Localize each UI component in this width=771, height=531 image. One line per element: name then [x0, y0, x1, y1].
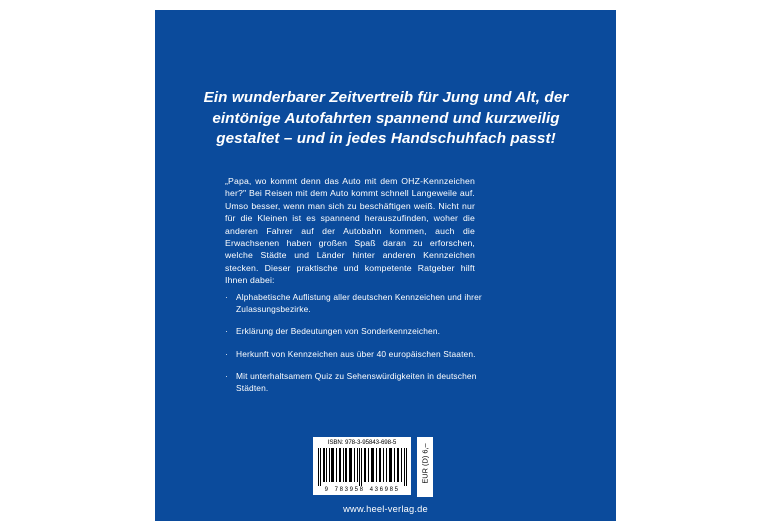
list-item-label: Erklärung der Bedeutungen von Sonderkennzeichen.	[236, 326, 441, 337]
bullet-dot-icon: ·	[225, 370, 228, 381]
barcode-icon	[316, 448, 408, 486]
isbn-label: ISBN: 978-3-95843-698-5	[327, 439, 397, 446]
book-back-cover	[155, 10, 616, 521]
cover-headline: Ein wunderbarer Zeitvertreib für Jung und Alt, der eintönige Autofahrten spannend und kurzweilig gestaltet – und in jedes Handschuhfach passt!	[203, 89, 569, 147]
bullet-dot-icon: ·	[225, 326, 228, 337]
publisher-website: www.heel-verlag.de	[343, 504, 428, 514]
price-box	[417, 437, 433, 497]
list-item-label: Mit unterhaltsamem Quiz zu Sehenswürdigkeiten in deutschen Städten.	[236, 370, 477, 394]
list-item	[225, 291, 485, 315]
bullet-dot-icon: ·	[225, 348, 228, 359]
cover-bullet-list	[225, 291, 485, 404]
list-item	[225, 325, 485, 337]
list-item-label: Herkunft von Kennzeichen aus über 40 europäischen Staaten.	[236, 348, 476, 359]
barcode-digits: 9 783958 436985	[324, 486, 400, 493]
list-item-label: Alphabetische Auflistung aller deutschen Kennzeichen und ihrer Zulassungsbezirke.	[236, 292, 482, 315]
isbn-barcode-block	[313, 437, 411, 495]
cover-body-text: „Papa, wo kommt denn das Auto mit dem OHZ-Kennzeichen her?" Bei Reisen mit dem Auto kommt schnell Langeweile auf. Umso besser, wenn man sich zu beschäftigen weiß. Nicht nur für die Kleinen ist es spannend herauszufinden, woher die anderen Fahrer auf der Autobahn kommen, auch die Erwachsenen haben großen Spaß daran zu erforschen, welche Städte und Länder hinter anderen Kennzeichen stecken. Dieser praktische und kompetente Ratgeber hilft Ihnen dabei:	[225, 176, 475, 286]
list-item	[225, 370, 485, 394]
list-item	[225, 348, 485, 360]
bullet-dot-icon: ·	[225, 292, 228, 302]
price-label: EUR (D) 6,–	[420, 443, 430, 484]
